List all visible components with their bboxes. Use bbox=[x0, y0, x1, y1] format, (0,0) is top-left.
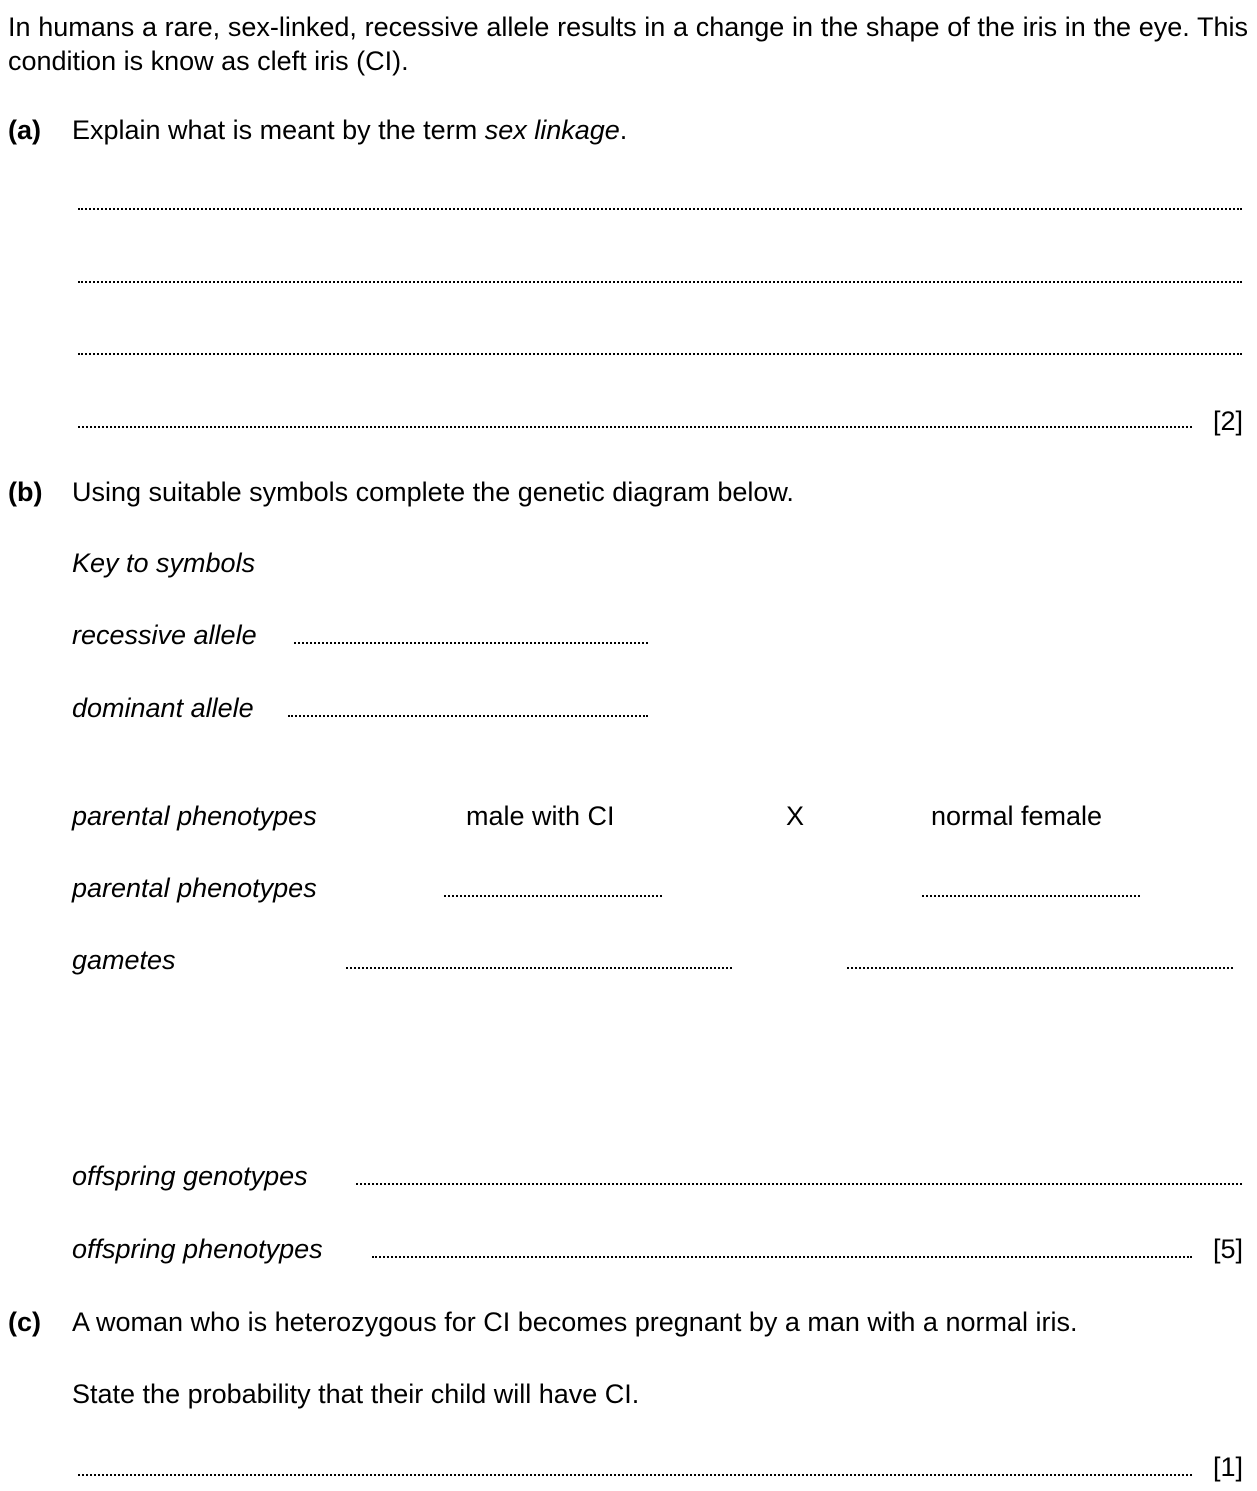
offspring-phenotypes-answer[interactable] bbox=[372, 1256, 1192, 1258]
male-gametes-answer[interactable] bbox=[346, 967, 732, 969]
part-a-question bbox=[72, 114, 627, 146]
intro-text: In humans a rare, sex-linked, recessive allele results in a change in the shape of the iris in the eye. This condition is know as cleft iris (CI). bbox=[8, 12, 1248, 76]
male-genotype-answer[interactable] bbox=[444, 895, 662, 897]
female-gametes-answer[interactable] bbox=[847, 967, 1233, 969]
part-c-instruction: State the probability that their child will have CI. bbox=[72, 1379, 640, 1409]
part-a-label: (a) bbox=[8, 115, 41, 145]
part-b-question: Using suitable symbols complete the genetic diagram below. bbox=[72, 477, 794, 507]
part-c-answer-line[interactable] bbox=[78, 1474, 1192, 1476]
part-a-answer-line-1[interactable] bbox=[78, 208, 1242, 210]
key-heading: Key to symbols bbox=[72, 548, 256, 578]
offspring-genotypes-answer[interactable] bbox=[356, 1183, 1242, 1185]
recessive-allele-answer[interactable] bbox=[294, 642, 648, 644]
part-a-marks: [2] bbox=[1213, 406, 1244, 436]
gametes-label: gametes bbox=[72, 945, 176, 975]
part-c-question: A woman who is heterozygous for CI becomes pregnant by a man with a normal iris. bbox=[72, 1307, 1078, 1337]
part-c-label: (c) bbox=[8, 1307, 41, 1337]
dominant-allele-answer[interactable] bbox=[288, 715, 648, 717]
female-genotype-answer[interactable] bbox=[922, 895, 1140, 897]
part-a-question-suffix: . bbox=[619, 115, 628, 145]
part-a-question-prefix: Explain what is meant by the term bbox=[72, 115, 485, 145]
part-a-question-term: sex linkage bbox=[484, 115, 620, 145]
female-phenotype: normal female bbox=[931, 801, 1103, 831]
parental-phenotypes-label-2: parental phenotypes bbox=[72, 873, 317, 903]
part-b-marks: [5] bbox=[1213, 1234, 1244, 1264]
part-a-answer-line-2[interactable] bbox=[78, 281, 1242, 283]
cross-symbol: X bbox=[786, 801, 805, 831]
part-a-answer-line-4[interactable] bbox=[78, 426, 1192, 428]
dominant-allele-label: dominant allele bbox=[72, 693, 254, 723]
parental-phenotypes-label-1: parental phenotypes bbox=[72, 801, 317, 831]
offspring-genotypes-label: offspring genotypes bbox=[72, 1161, 308, 1191]
offspring-phenotypes-label: offspring phenotypes bbox=[72, 1234, 323, 1264]
part-c-marks: [1] bbox=[1213, 1452, 1244, 1482]
male-phenotype: male with CI bbox=[466, 801, 615, 831]
part-a-answer-line-3[interactable] bbox=[78, 353, 1242, 355]
part-b-label: (b) bbox=[8, 477, 43, 507]
recessive-allele-label: recessive allele bbox=[72, 620, 257, 650]
